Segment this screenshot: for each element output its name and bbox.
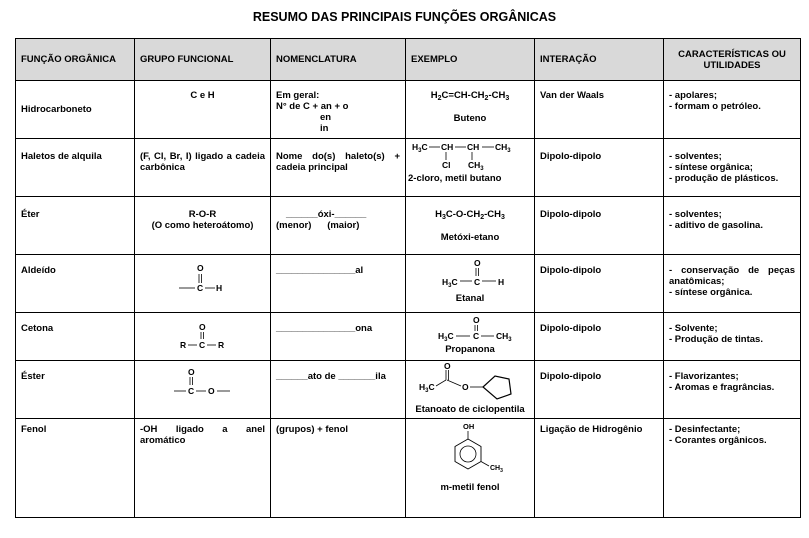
svg-text:O: O bbox=[462, 382, 469, 392]
header-nomenclatura: NOMENCLATURA bbox=[271, 39, 406, 81]
svg-text:O: O bbox=[187, 367, 195, 377]
caracteristica-item: - produção de plásticos. bbox=[669, 173, 779, 184]
nomenclatura-cell: _______________ona bbox=[271, 313, 406, 361]
interacao-cell: Dipolo-dipolo bbox=[535, 255, 664, 313]
grupo-cell: C e H bbox=[135, 81, 271, 139]
exemplo-name: m-metil fenol bbox=[440, 482, 500, 493]
table-row bbox=[16, 419, 801, 518]
funcao-cell: Aldeído bbox=[16, 255, 135, 313]
header-interacao: INTERAÇÃO bbox=[535, 39, 664, 81]
caracteristicas-cell bbox=[664, 313, 801, 361]
exemplo-name: Etanoato de ciclopentila bbox=[415, 404, 525, 415]
nomenclatura-line: in bbox=[320, 123, 329, 134]
nomenclatura-line: Em geral: bbox=[276, 90, 320, 101]
svg-text:R: R bbox=[179, 340, 186, 350]
svg-text:CH3: $CH_3$ bbox=[490, 465, 503, 474]
svg-text:C: C bbox=[187, 386, 194, 396]
header-exemplo: EXEMPLO bbox=[406, 39, 535, 81]
ch-label: CH bbox=[441, 142, 454, 152]
exemplo-cell bbox=[406, 81, 535, 139]
exemplo-name: 2-cloro, metil butano bbox=[408, 173, 502, 184]
nomenclatura-cell bbox=[271, 139, 406, 197]
svg-text:O: O bbox=[196, 263, 204, 273]
caracteristica-item: - formam o petróleo. bbox=[669, 101, 761, 112]
svg-text:O: O bbox=[444, 362, 451, 371]
header-row bbox=[16, 39, 801, 81]
exemplo-cell bbox=[406, 255, 535, 313]
grupo-line: R-O-R bbox=[188, 209, 217, 220]
svg-text:O: O bbox=[474, 258, 481, 268]
interacao-cell: Ligação de Hidrogênio bbox=[535, 419, 664, 518]
grupo-cell bbox=[135, 255, 271, 313]
svg-text:H: H bbox=[498, 277, 505, 287]
exemplo-name: Buteno bbox=[453, 113, 487, 124]
svg-text:H3C: $H_3C$ bbox=[419, 382, 435, 394]
exemplo-name: Propanona bbox=[445, 344, 495, 355]
table-row bbox=[16, 81, 801, 139]
svg-text:R: R bbox=[217, 340, 224, 350]
propanona-structure bbox=[420, 314, 520, 344]
funcao-cell: Éter bbox=[16, 197, 135, 255]
svg-text:CH3: $CH_3$ bbox=[468, 160, 484, 172]
exemplo-cell bbox=[406, 361, 535, 419]
table-row bbox=[16, 139, 801, 197]
exemplo-cell bbox=[406, 139, 535, 197]
grupo-cell bbox=[135, 419, 271, 518]
nomenclatura-line: en bbox=[320, 112, 332, 123]
exemplo-name: Metóxi-etano bbox=[440, 232, 500, 243]
table-row bbox=[16, 255, 801, 313]
caracteristica-item: - conservação de peças anatômicas; bbox=[669, 265, 795, 287]
interacao-cell: Dipolo-dipolo bbox=[535, 313, 664, 361]
svg-text:H: H bbox=[215, 283, 222, 293]
svg-text:O: O bbox=[198, 322, 206, 332]
page-title: RESUMO DAS PRINCIPAIS FUNÇÕES ORGÂNICAS bbox=[252, 10, 557, 24]
nomenclatura-cell: (grupos) + fenol bbox=[271, 419, 406, 518]
nomenclatura-line: (menor) (maior) bbox=[276, 220, 360, 231]
haleto-structure bbox=[408, 140, 528, 172]
header-grupo: GRUPO FUNCIONAL bbox=[135, 39, 271, 81]
caracteristica-item: - Aromas e fragrâncias. bbox=[669, 382, 775, 393]
nomenclatura-line: Nome do(s) haleto(s) + cadeia principal bbox=[276, 151, 400, 173]
cl-label: Cl bbox=[442, 160, 451, 170]
caracteristica-item: - síntese orgânica. bbox=[669, 287, 753, 298]
etanoato-structure bbox=[409, 362, 531, 404]
caracteristica-item: - Desinfectante; bbox=[669, 424, 741, 435]
eter-formula: $H_3C-O-CH_2-CH_3$ bbox=[435, 209, 505, 221]
nomenclatura-cell bbox=[271, 81, 406, 139]
svg-text:C: C bbox=[196, 283, 203, 293]
exemplo-cell bbox=[406, 313, 535, 361]
svg-text:C: C bbox=[474, 277, 481, 287]
header-caracteristicas: CARACTERÍSTICAS OU UTILIDADES bbox=[664, 39, 801, 81]
grupo-text: -OH ligado a anel aromático bbox=[140, 424, 265, 446]
summary-table bbox=[15, 38, 801, 518]
svg-text:H3C: $H_3C$ bbox=[438, 331, 454, 343]
grupo-cell bbox=[135, 361, 271, 419]
grupo-text: (F, Cl, Br, I) ligado a cadeia carbônica bbox=[140, 151, 265, 173]
caracteristicas-cell bbox=[664, 81, 801, 139]
funcao-cell: Hidrocarboneto bbox=[16, 81, 135, 139]
interacao-cell: Dipolo-dipolo bbox=[535, 139, 664, 197]
caracteristica-item: - apolares; bbox=[669, 90, 718, 101]
nomenclatura-line: ______óxi-______ bbox=[286, 209, 367, 220]
svg-text:C: C bbox=[198, 340, 205, 350]
svg-text:O: O bbox=[473, 315, 480, 325]
funcao-cell: Fenol bbox=[16, 419, 135, 518]
grupo-line: (O como heteroátomo) bbox=[151, 220, 254, 231]
table-row bbox=[16, 313, 801, 361]
caracteristica-item: - solventes; bbox=[669, 151, 722, 162]
nomenclatura-cell: ______ato de _______ila bbox=[271, 361, 406, 419]
interacao-cell: Dipolo-dipolo bbox=[535, 197, 664, 255]
caracteristica-item: - Flavorizantes; bbox=[669, 371, 739, 382]
grupo-cell bbox=[135, 313, 271, 361]
funcao-cell: Haletos de alquila bbox=[16, 139, 135, 197]
ch-label: CH bbox=[467, 142, 480, 152]
nomenclatura-cell: _______________al bbox=[271, 255, 406, 313]
svg-text:C: C bbox=[473, 331, 480, 341]
cetona-group-structure bbox=[173, 315, 233, 355]
svg-text:OH: OH bbox=[463, 422, 475, 431]
grupo-cell bbox=[135, 139, 271, 197]
metilfenol-structure bbox=[415, 421, 525, 479]
caracteristicas-cell bbox=[664, 197, 801, 255]
exemplo-cell bbox=[406, 197, 535, 255]
aldeido-group-structure bbox=[173, 257, 233, 301]
header-funcao: FUNÇÃO ORGÂNICA bbox=[16, 39, 135, 81]
svg-text:CH3: $CH_3$ bbox=[496, 331, 512, 343]
ester-group-structure bbox=[170, 363, 236, 407]
interacao-cell: Van der Waals bbox=[535, 81, 664, 139]
table-row bbox=[16, 197, 801, 255]
caracteristica-item: - aditivo de gasolina. bbox=[669, 220, 763, 231]
svg-text:O: O bbox=[207, 386, 215, 396]
interacao-cell: Dipolo-dipolo bbox=[535, 361, 664, 419]
exemplo-name: Etanal bbox=[455, 293, 485, 304]
caracteristica-item: - síntese orgânica; bbox=[669, 162, 753, 173]
caracteristica-item: - Solvente; bbox=[669, 323, 718, 334]
grupo-cell bbox=[135, 197, 271, 255]
nomenclatura-line: N° de C + an + o bbox=[276, 101, 349, 112]
exemplo-cell bbox=[406, 419, 535, 518]
table-row bbox=[16, 361, 801, 419]
svg-text:H3C: $H_3C$ bbox=[412, 142, 428, 154]
etanal-structure bbox=[420, 256, 520, 292]
caracteristica-item: - Produção de tintas. bbox=[669, 334, 763, 345]
caracteristica-item: - Corantes orgânicos. bbox=[669, 435, 767, 446]
svg-text:H3C: $H_3C$ bbox=[442, 277, 458, 289]
nomenclatura-cell bbox=[271, 197, 406, 255]
caracteristicas-cell bbox=[664, 361, 801, 419]
caracteristica-item: - solventes; bbox=[669, 209, 722, 220]
caracteristicas-cell bbox=[664, 139, 801, 197]
funcao-cell: Éster bbox=[16, 361, 135, 419]
caracteristicas-cell bbox=[664, 419, 801, 518]
funcao-cell: Cetona bbox=[16, 313, 135, 361]
svg-text:CH3: $CH_3$ bbox=[495, 142, 511, 154]
caracteristicas-cell bbox=[664, 255, 801, 313]
buteno-formula: $H_2C=CH-CH_2-CH_3$ bbox=[430, 90, 510, 102]
